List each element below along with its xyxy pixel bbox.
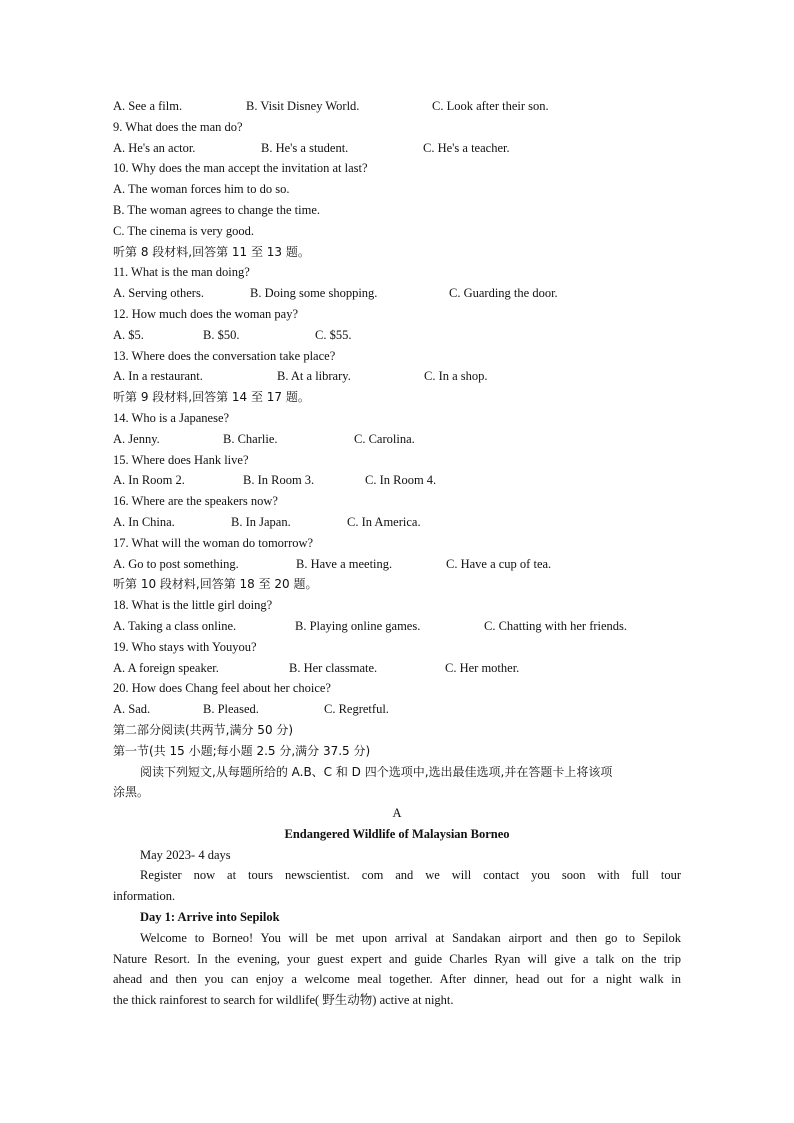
q10-stem: 10. Why does the man accept the invitation at last? (113, 161, 368, 176)
q16-options (113, 512, 681, 533)
q12-stem: 12. How much does the woman pay? (113, 306, 299, 321)
q17-options (113, 554, 681, 575)
option-b: B. Have a meeting. (296, 556, 393, 571)
option-c: C. Have a cup of tea. (446, 556, 552, 571)
option-c: C. He's a teacher. (423, 140, 510, 155)
part-2-title: 第二部分阅读(共两节,满分 50 分) (113, 722, 294, 737)
q18-options (113, 616, 681, 637)
option-a: A. See a film. (113, 99, 183, 113)
q16-stem: 16. Where are the speakers now? (113, 494, 278, 509)
option-c: C. $55. (315, 327, 352, 342)
q12-options (113, 325, 681, 346)
option-a: A. He's an actor. (113, 140, 196, 155)
option-a: A. Taking a class online. (113, 618, 237, 633)
q8-options (113, 96, 681, 117)
option-b: B. In Japan. (231, 514, 291, 529)
q11-options (113, 283, 681, 304)
q14-stem: 14. Who is a Japanese? (113, 410, 230, 425)
option-a: A. $5. (113, 327, 144, 342)
date-line: May 2023- 4 days (140, 847, 231, 862)
option-a: A. In Room 2. (113, 473, 185, 488)
q20-options (113, 699, 681, 720)
q13-options (113, 366, 681, 387)
section-10-heading: 听第 10 段材料,回答第 18 至 20 题。 (113, 577, 318, 592)
day1-line-1: Welcome to Borneo! You will be met upon arrival at Sandakan airport and then go to Sepilok (140, 930, 681, 945)
option-b: B. He's a student. (261, 140, 349, 155)
option-a: A. Serving others. (113, 286, 204, 301)
q17-stem: 17. What will the woman do tomorrow? (113, 535, 314, 550)
q9-options (113, 138, 681, 159)
option-a: A. In China. (113, 514, 175, 529)
day1-line-4: the thick rainforest to search for wildlife( 野生动物) active at night. (113, 993, 454, 1008)
q13-stem: 13. Where does the conversation take place? (113, 348, 336, 363)
q10-option-a: A. The woman forces him to do so. (113, 182, 290, 197)
option-c: C. In a shop. (424, 369, 488, 384)
option-b: B. Her classmate. (289, 660, 378, 675)
section-8-heading: 听第 8 段材料,回答第 11 至 13 题。 (113, 244, 310, 259)
exam-page (113, 96, 681, 1011)
q9-stem: 9. What does the man do? (113, 119, 243, 134)
option-c: C. In America. (347, 514, 421, 529)
day1-line-3: ahead and then you can enjoy a welcome meal together. After dinner, head out for a night walk in (113, 972, 681, 987)
option-a: A. A foreign speaker. (113, 660, 219, 675)
q20-stem: 20. How does Chang feel about her choice? (113, 681, 331, 696)
q18-stem: 18. What is the little girl doing? (113, 598, 273, 613)
passage-label: A (392, 806, 402, 821)
option-c: C. Chatting with her friends. (484, 618, 628, 633)
q19-stem: 19. Who stays with Youyou? (113, 639, 257, 654)
register-line-2: information. (113, 889, 176, 904)
q10-option-b: B. The woman agrees to change the time. (113, 202, 320, 217)
q19-options (113, 658, 681, 679)
option-b: B. Visit Disney World. (246, 99, 360, 113)
q11-stem: 11. What is the man doing? (113, 265, 250, 280)
instructions-line-1: 阅读下列短文,从每题所给的 A.B、C 和 D 四个选项中,选出最佳选项,并在答题卡上将该项 (140, 764, 613, 779)
option-c: C. Look after their son. (432, 99, 549, 113)
q14-options (113, 429, 681, 450)
q10-option-c: C. The cinema is very good. (113, 223, 255, 238)
option-b: B. In Room 3. (243, 473, 315, 488)
day1-title: Day 1: Arrive into Sepilok (140, 910, 280, 925)
option-c: C. Guarding the door. (449, 286, 558, 301)
option-a: A. Sad. (113, 702, 151, 717)
option-c: C. Carolina. (354, 431, 415, 446)
instructions-line-2: 涂黑。 (113, 785, 150, 800)
option-c: C. In Room 4. (365, 473, 437, 488)
option-a: A. In a restaurant. (113, 369, 203, 384)
option-a: A. Go to post something. (113, 556, 239, 571)
option-b: B. Charlie. (223, 431, 278, 446)
option-b: B. Playing online games. (295, 618, 421, 633)
option-c: C. Her mother. (445, 660, 520, 675)
q15-options (113, 470, 681, 491)
option-b: B. $50. (203, 327, 240, 342)
option-b: B. At a library. (277, 369, 351, 384)
option-b: B. Pleased. (203, 702, 259, 717)
register-line-1: Register now at tours newscientist. com and we will contact you soon with full tour (140, 868, 681, 883)
option-c: C. Regretful. (324, 702, 389, 717)
passage-title: Endangered Wildlife of Malaysian Borneo (284, 826, 510, 841)
option-a: A. Jenny. (113, 431, 160, 446)
day1-line-2: Nature Resort. In the evening, your guest expert and guide Charles Ryan will give a talk on the trip (113, 951, 681, 966)
option-b: B. Doing some shopping. (250, 286, 378, 301)
section-9-heading: 听第 9 段材料,回答第 14 至 17 题。 (113, 390, 310, 405)
section-1-title: 第一节(共 15 小题;每小题 2.5 分,满分 37.5 分) (113, 743, 371, 758)
q15-stem: 15. Where does Hank live? (113, 452, 249, 467)
